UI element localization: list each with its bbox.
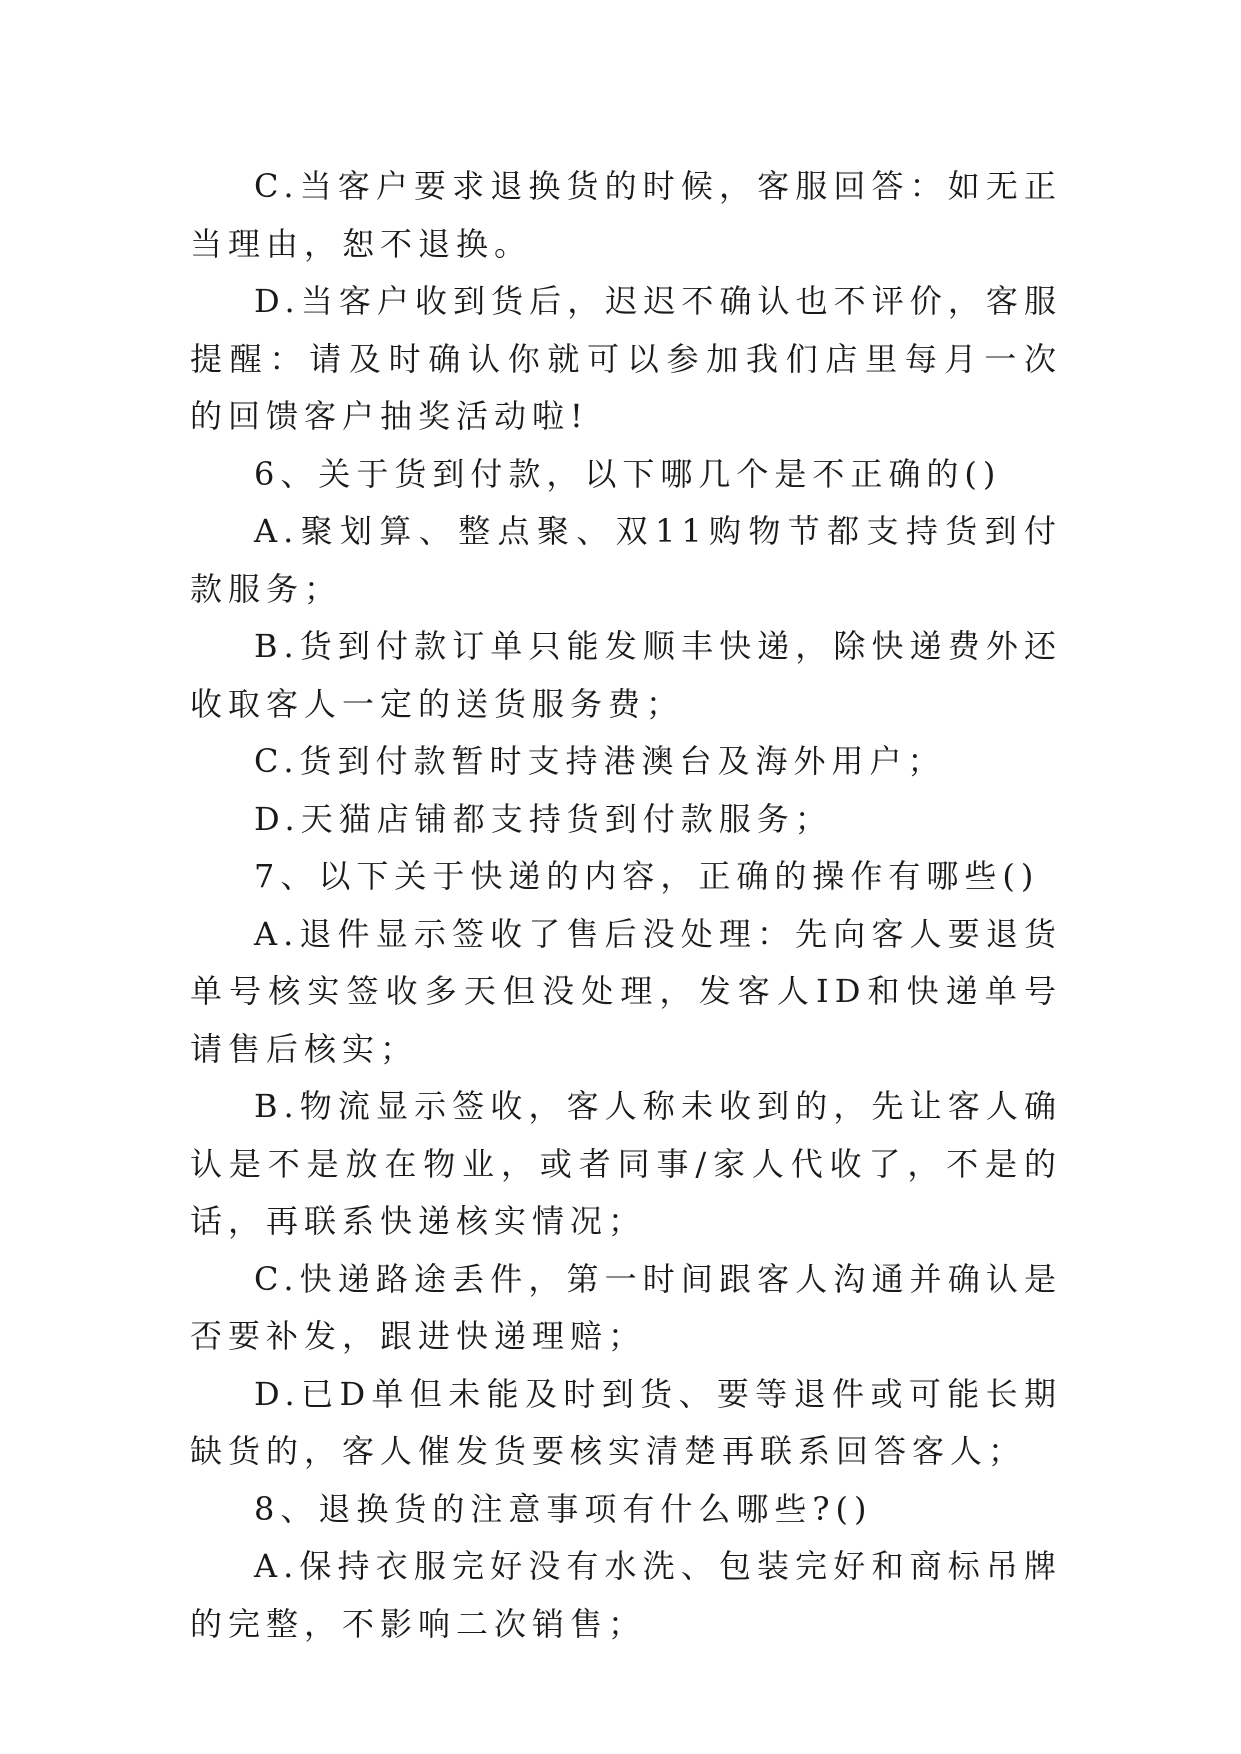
question-7: 7、以下关于快递的内容，正确的操作有哪些() <box>254 857 1040 895</box>
question-7-option-a: A.退件显示签收了售后没处理：先向客人要退货单号核实签收多天但没处理，发客人ID和快递单号请售后核实； <box>190 914 1062 1068</box>
question-7-option-c: C.快递路途丢件，第一时间跟客人沟通并确认是否要补发，跟进快递理赔； <box>190 1259 1062 1355</box>
question-7-option-b: B.物流显示签收，客人称未收到的，先让客人确认是不是放在物业，或者同事/家人代收了，不是的话，再联系快递核实情况； <box>190 1087 1062 1240</box>
question-6-option-a: A.聚划算、整点聚、双11购物节都支持货到付款服务； <box>190 512 1062 608</box>
question-6-option-c: C.货到付款暂时支持港澳台及海外用户； <box>254 742 946 780</box>
paragraph-option-c-return: C.当客户要求退换货的时候，客服回答：如无正当理由，恕不退换。 <box>190 167 1062 263</box>
question-6-option-d: D.天猫店铺都支持货到付款服务； <box>254 799 833 838</box>
question-6-option-b: B.货到付款订单只能发顺丰快递，除快递费外还收取客人一定的送货服务费； <box>190 627 1062 723</box>
paragraph-option-d-confirm: D.当客户收到货后，迟迟不确认也不评价，客服提醒：请及时确认你就可以参加我们店里每月一次的回馈客户抽奖活动啦! <box>190 282 1062 435</box>
question-6: 6、关于货到付款，以下哪几个是不正确的() <box>254 454 1002 493</box>
question-8-option-a: A.保持衣服完好没有水洗、包装完好和商标吊牌的完整，不影响二次销售； <box>190 1547 1062 1643</box>
document-body <box>190 158 1062 1653</box>
question-8: 8、退换货的注意事项有什么哪些?() <box>254 1489 873 1528</box>
question-7-option-d: D.已D单但未能及时到货、要等退件或可能长期缺货的，客人催发货要核实清楚再联系回答客人； <box>190 1374 1062 1470</box>
